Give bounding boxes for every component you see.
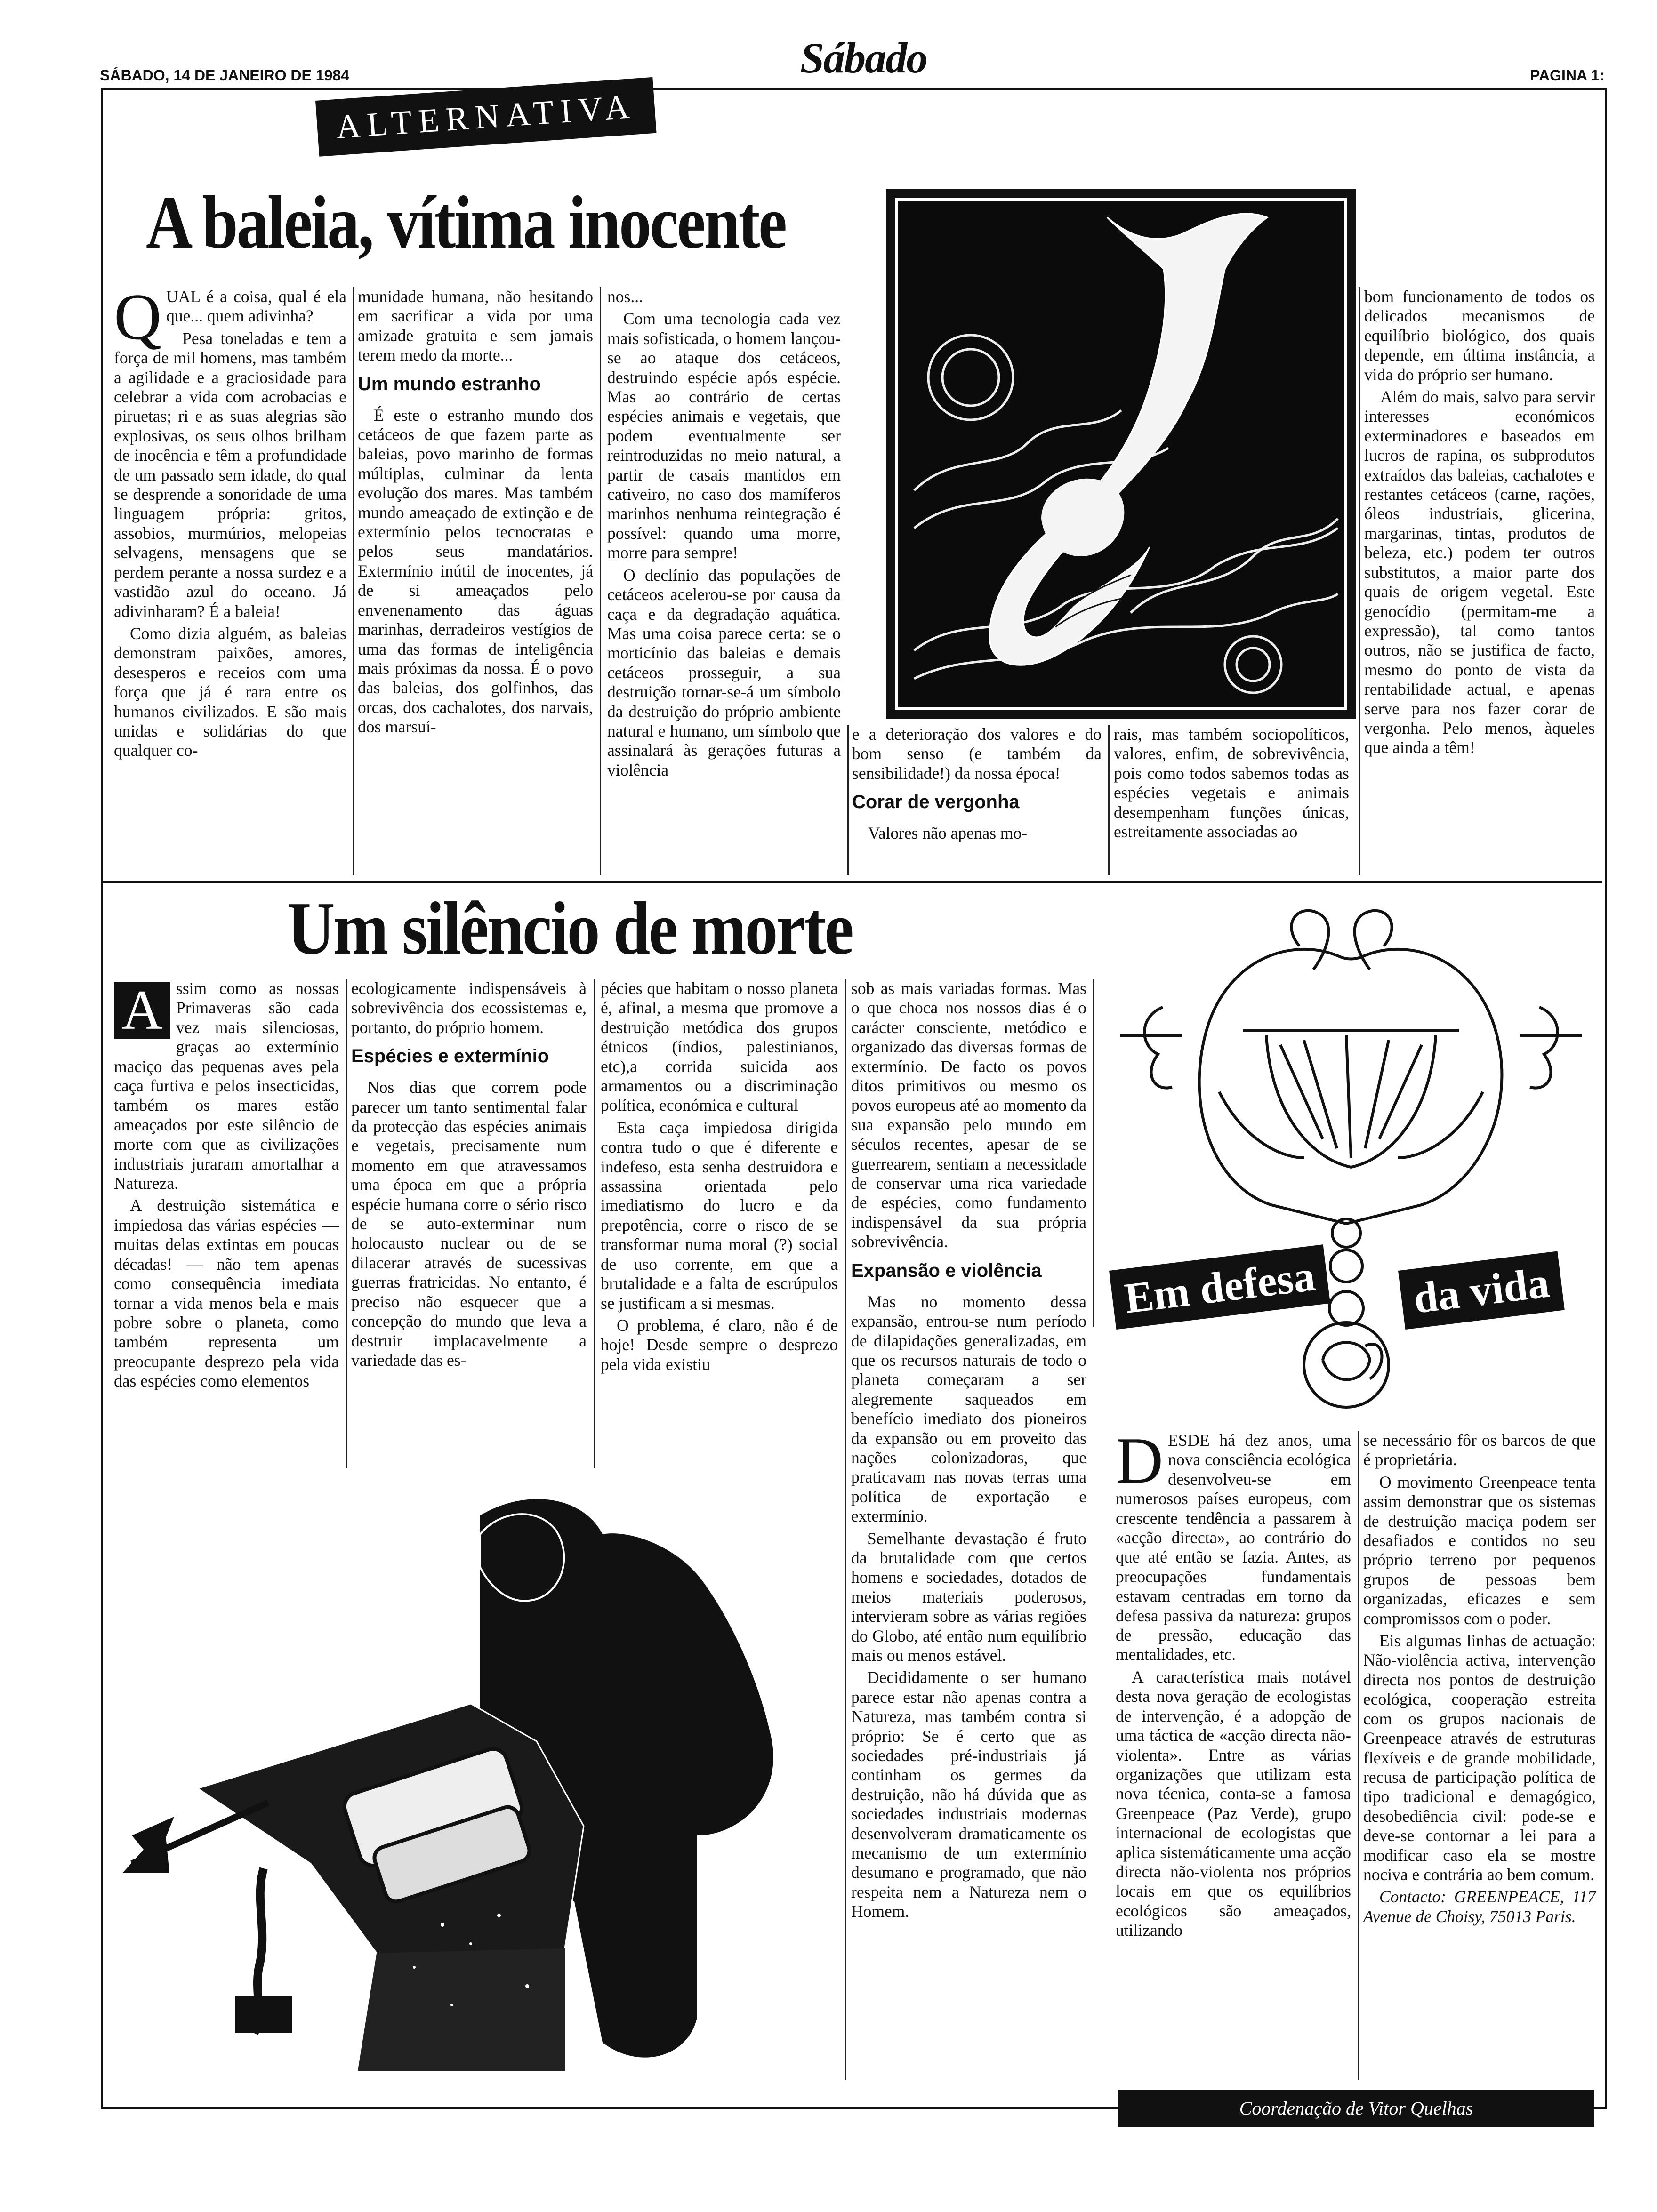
article1-col1: QUAL é a coisa, qual é ela que... quem adivinha? Pesa toneladas e tem a força de mil homens, mas também a agilidade e a graciosidade para celebrar a vida com acrobacias e piruetas; ri e as suas alegrias são explosivas, os seus olhos brilham de inocência e têm a profundidade de um passado sem idade, do qual se desprende a sonoridade de uma linguagem própria: gritos, assobios, murmúrios, melopeias selvagens, mensagens que se perdem perante a nossa surdez e a vastidão azul do oceano. Já adivinharam? É a baleia! Como dizia alguém, as baleias demonstram paixões, amores, desesperos e receios com uma força que já é rara entre os humanos civilizados. E são mais unidas e solidárias do que qualquer co- (114, 281, 346, 760)
article3-col1: DESDE há dez anos, uma nova consciência ecológica desenvolveu-se em numerosos países europeus, com crescente tendência a passarem à «acção directa», ao contrário do que até então se fazia. Antes, as preocupações fundamentais estavam centradas em torno da defesa passiva da natureza: grupos de pressão, educação das mentalidades, etc. A característica mais notável desta nova geração de ecologistas de intervenção, é a adopção de uma táctica de «acção directa não-violenta». Entre as várias organizações que utilizam esta nova técnica, conta-se a famosa Greenpeace (Paz Verde), grupo internacional de ecologistas que aplica sistemáticamente uma acção directa não-violenta nos próprios locais em que os equilíbrios ecológicos são ameaçados, utilizando (1116, 1424, 1351, 1940)
column-rule (600, 287, 601, 875)
column-rule (1108, 725, 1110, 875)
column-rule (1093, 979, 1094, 1327)
whales-emblem (1102, 894, 1601, 1412)
whale-drawing (886, 189, 1356, 719)
masthead-date: SÁBADO, 14 DE JANEIRO DE 1984 (100, 67, 349, 84)
section-divider (102, 881, 1602, 883)
banner-da-vida: da vida (1398, 1251, 1565, 1330)
harpoon-illustration (113, 1478, 833, 2094)
banner-em-defesa: Em defesa (1109, 1244, 1330, 1330)
article2-col3: pécies que habitam o nosso planeta é, afinal, a mesma que promove a destruição metódica dos grupos étnicos (índios, palestinianos, etc),a corrida suicida aos armamentos ou a discriminação política, económica e cultural Esta caça impiedosa dirigida contra tudo o que é diferente e indefeso, esta senha destruidora e assassina orientada pelo imediatismo do lucro e da prepotência, corre o risco de se transformar numa moral (?) social de uso corrente, em que a brutalidade e a falta de escrúpulos se justificam a si mesmas. O problema, é claro, não é de hoje! Desde sempre o desprezo pela vida existiu (601, 979, 838, 1374)
article1-col5: rais, mas também sociopolíticos, valores, enfim, de sobrevivência, pois como todos sabemos todas as espécies vegetais e animais desempenham funções únicas, estreitamente associadas ao (1114, 725, 1349, 842)
dropcap-a: A (114, 982, 170, 1039)
subhead-expansao-e-violencia: Expansão e violência (851, 1260, 1042, 1281)
article2-col2: ecologicamente indispensáveis à sobrevivência dos ecossistemas e, portanto, do próprio homem. Espécies e extermínio Nos dias que correm pode parecer um tanto sentimental falar da protecção das espécies animais e vegetais, precisamente num momento em que atravessamos uma época em que a própria espécie humana corre o sério risco de se auto-exterminar num holocausto nuclear ou de se dilacerar através de sucessivas guerras fratricidas. No entanto, é preciso não esquecer que a concepção do mundo que leva a destruir implacavelmente a variedade das es- (351, 979, 587, 1370)
article1-col6: bom funcionamento de todos os delicados mecanismos de equilíbrio biológico, dos quais depende, em última instância, a vida do próprio ser humano. Além do mais, salvo para servir interesses económicos exterminadores e baseados em lucros de rapina, os subprodutos extraídos das baleias, cachalotes e restantes cetáceos (carne, rações, óleos industriais, glicerina, margarinas, tintas, produtos de beleza, etc.) podem ter outros substitutos, a maior parte dos quais de origem vegetal. Este genocídio (permitam-me a expressão), tal como tantos outros, não se justifica de facto, mesmo do ponto de vista da rentabilidade actual, e apenas serve para nos fazer corar de vergonha. Pelo menos, àqueles que ainda a têm! (1364, 287, 1595, 757)
coordination-credit: Coordenação de Vitor Quelhas (1118, 2090, 1594, 2127)
column-rule (1358, 1431, 1359, 2080)
article3-col2: se necessário fôr os barcos de que é proprietária. O movimento Greenpeace tenta assim demonstrar que os sistemas de destruição maciça podem ser desafiados e contidos no seu próprio terreno por pequenos grupos de pessoas bem organizadas, eficazes e sem compromissos com o poder. Eis algumas linhas de actuação: Não-violência activa, intervenção directa nos pontos de destruição ecológica, cooperação estreita com os grupos nacionais de Greenpeace através de estruturas flexíveis e de grande mobilidade, recusa de participação política de tipo tradicional e demagógico, desobediência civil: pode-se e deve-se contornar a lei para a modificar caso ela se mostre nociva e contrária ao bem comum. Contacto: GREENPEACE, 117 Avenue de Choisy, 75013 Paris. (1363, 1431, 1596, 1926)
subhead-corar-de-vergonha: Corar de vergonha (852, 792, 1020, 813)
column-rule (353, 287, 354, 875)
subhead-mundo-estranho: Um mundo estranho (358, 373, 541, 394)
dropcap-q: Q (114, 281, 162, 353)
page-number: PAGINA 1: (1530, 67, 1605, 84)
headline-silencio: Um silêncio de morte (287, 886, 853, 970)
article1-col3: nos... Com uma tecnologia cada vez mais sofisticada, o homem lançou-se ao ataque dos cetáceos, destruindo espécie após espécie. Mas ao contrário de certas espécies animais e vegetais, que podem eventualmente ser reintroduzidas no meio natural, a partir de casais mantidos em cativeiro, no caso dos mamíferos marinhos nenhuma reintegração é possível: quando uma morre, morre para sempre! O declínio das populações de cetáceos acelerou-se por causa da caça e da degradação aquática. Mas uma coisa parece certa: se o morticínio das baleias e demais cetáceos prosseguir, a sua destruição tornar-se-á um símbolo da destruição do próprio ambiente natural e humano, um símbolo que assinalará às gerações futuras a violência (607, 287, 841, 779)
whales-emblem-drawing (1102, 894, 1601, 1412)
column-rule (845, 979, 846, 2080)
contact-info: Contacto: GREENPEACE, 117 Avenue de Choisy, 75013 Paris. (1363, 1887, 1596, 1926)
masthead-logo: Sábado (800, 34, 927, 82)
kicker-alternativa: ALTERNATIVA (315, 77, 657, 157)
headline-baleia: A baleia, vítima inocente (146, 180, 786, 264)
article1-col2: munidade humana, não hesitando em sacrificar a vida por uma amizade gratuita e sem jamais terem medo da morte... Um mundo estranho É este o estranho mundo dos cetáceos de que fazem parte as baleias, povo marinho de formas múltiplas, culminar da lenta evolução dos mares. Mas também mundo ameaçado de extinção e de extermínio pelos tecnocratas e pelos seus mandatários. Extermínio inútil de inocentes, já de si ameaçados pelo envenenamento das águas marinhas, derradeiros vestígios de uma das formas de inteligência mais próximas da nossa. É o povo das baleias, dos golfinhos, das orcas, dos cachalotes, dos narvais, dos marsuí- (358, 287, 593, 737)
dropcap-d: D (1116, 1424, 1164, 1497)
whale-illustration (886, 189, 1356, 719)
column-rule (346, 979, 347, 1468)
column-rule (594, 979, 595, 1468)
article1-col4: e a deterioração dos valores e do bom senso (e também da sensibilidade!) da nossa época! Corar de vergonha Valores não apenas mo- (852, 725, 1102, 843)
article2-col4: sob as mais variadas formas. Mas o que choca nos nossos dias é o carácter consciente, metódico e organizado das diversas formas de extermínio. De facto os povos ditos primitivos ou mesmo os povos europeus até ao momento da sua expansão pelo mundo em séculos recentes, apesar de se guerrearem, sentiam a necessidade de conservar uma rica variedade de espécies, como fundamento indispensável da sua própria sobrevivência. Expansão e violência Mas no momento dessa expansão, entrou-se num período de dilapidações generalizadas, em que os recursos naturais de todo o planeta começaram a ser alegremente saqueados em benefício imediato dos pioneiros da expansão ou em proveito das nações colonizadoras, que praticavam nas novas terras uma política de exportação e extermínio. Semelhante devastação é fruto da brutalidade com que certos homens e sociedades, dotados de meios materiais poderosos, intervieram sobre as várias regiões do Globo, até então num equilíbrio mais ou menos estável. Decididamente o ser humano parece estar não apenas contra a Natureza, mas também contra si próprio: Se é certo que as sociedades pré-industriais já continham os germes da destruição, não há dúvida que as sociedades industriais modernas desenvolveram dramaticamente os mecanismo de um extermínio desumano e programado, que não respeita nem a Natureza nem o Homem. (851, 979, 1086, 1921)
column-rule (847, 725, 849, 875)
subhead-especies-e-exterminio: Espécies e extermínio (351, 1046, 549, 1067)
article2-col1: A ssim como as nossas Primaveras são cada vez mais silenciosas, graças ao extermínio maciço das pequenas aves pela caça furtiva e pelos insecticidas, também os mares estão ameaçados por este silêncio de morte com que as civilizações industriais juraram amortalhar a Natureza. A destruição sistemática e impiedosa das várias espécies — muitas delas extintas em poucas décadas! — não tem apenas como consequência imediata tornar a vida menos bela e mais pobre sobre o planeta, como também representa um preocupante desprezo pela vida das espécies como elementos (114, 978, 339, 1391)
column-rule (1359, 287, 1360, 875)
harpoon-drawing (113, 1478, 833, 2094)
